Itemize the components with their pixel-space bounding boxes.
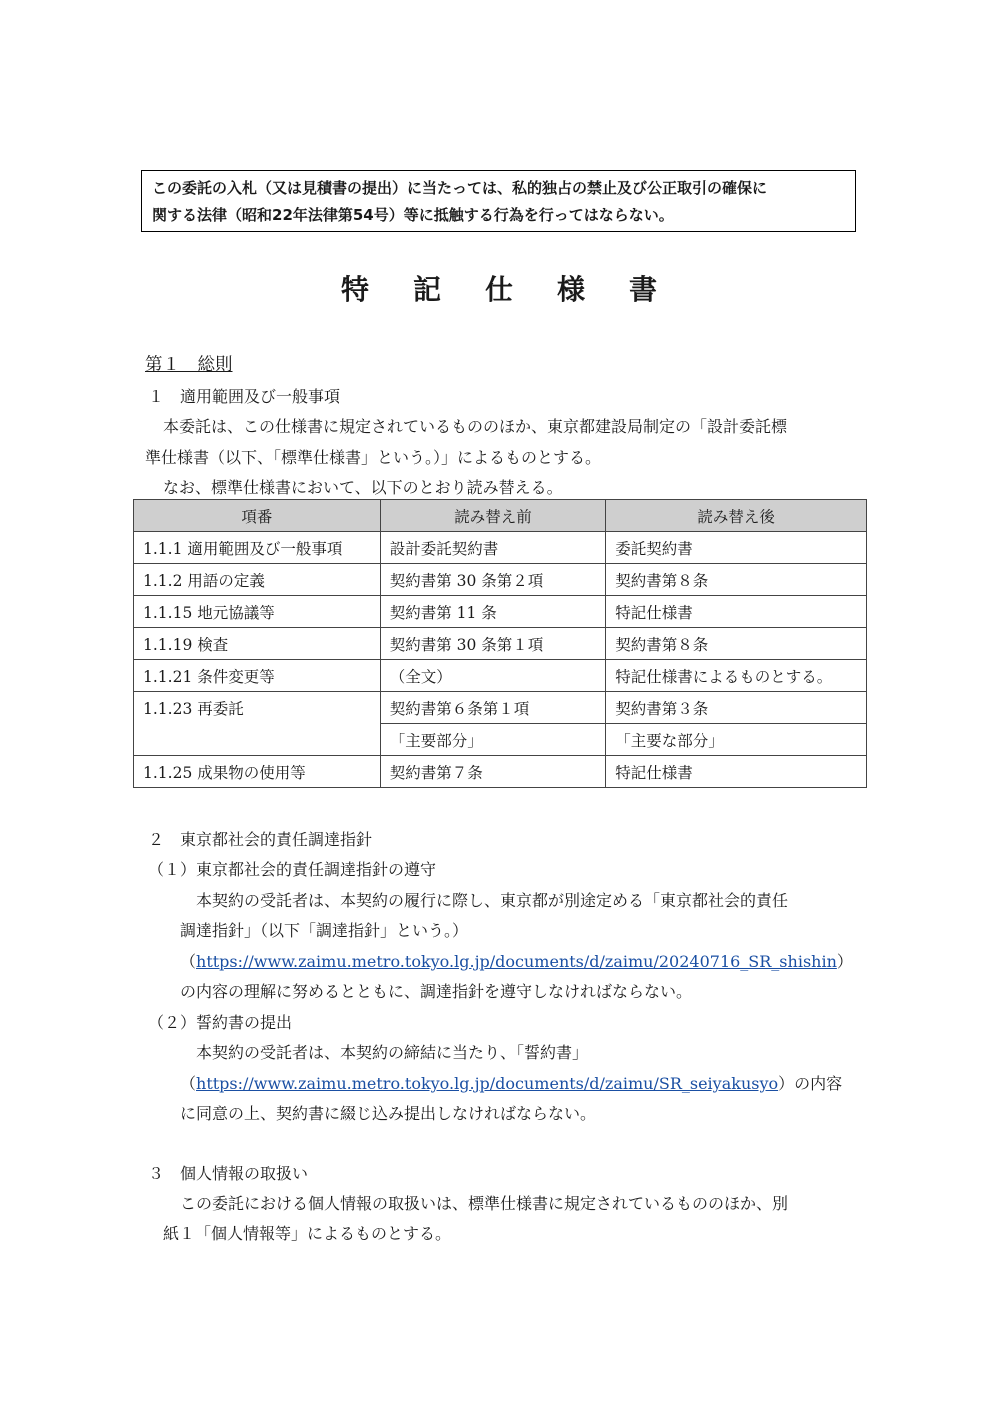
table-row [134,628,867,660]
title-char: 仕 [484,273,515,306]
notice-line-1: この委託の入札（又は見積書の提出）に当たっては、私的独占の禁止及び公正取引の確保に [152,179,768,197]
table-header-item-no: 項番 [134,500,381,532]
table-cell: 1.1.1 適用範囲及び一般事項 [134,532,381,564]
table-cell: （全文） [380,660,606,692]
table-cell: 契約書第７条 [380,756,606,788]
item1-paragraph-line-1: 本委託は、この仕様書に規定されているもののほか、東京都建設局制定の「設計委託標 [163,417,788,436]
table-cell: 契約書第 11 条 [380,596,606,628]
table-cell: 特記仕様書 [606,596,867,628]
table-cell: 1.1.19 検査 [134,628,381,660]
antitrust-notice-box [141,170,856,232]
table-cell: 1.1.2 用語の定義 [134,564,381,596]
paren-open: （ [180,952,197,971]
table-cell: 「主要な部分」 [606,724,867,756]
section-heading: 第１ 総則 [145,355,233,375]
item3-line-1: この委託における個人情報の取扱いは、標準仕様書に規定されているもののほか、別 [180,1194,789,1213]
title-char: 特 [340,273,371,306]
table-cell: 契約書第６条第１項 [380,692,606,724]
table-cell: 特記仕様書によるものとする。 [606,660,867,692]
item3-line-2: 紙１「個人情報等」によるものとする。 [163,1224,452,1243]
table-cell: 契約書第 30 条第１項 [380,628,606,660]
table-header-before: 読み替え前 [380,500,606,532]
item2-sub1-line-4: の内容の理解に努めるとともに、調達指針を遵守しなければならない。 [180,982,693,1001]
table-cell: 契約書第 30 条第２項 [380,564,606,596]
item2-sub1-link-line [180,949,853,972]
paren-close: ） [836,952,853,971]
item2-sub1-line-1: 本契約の受託者は、本契約の履行に際し、東京都が別途定める「東京都社会的責任 [196,891,789,910]
item2-sub2-line-1: 本契約の受託者は、本契約の締結に当たり、「誓約書」 [196,1043,589,1062]
table-header-after: 読み替え後 [606,500,867,532]
table-cell: 委託契約書 [606,532,867,564]
table-cell: 契約書第８条 [606,564,867,596]
table-cell: 「主要部分」 [380,724,606,756]
table-cell: 設計委託契約書 [380,532,606,564]
item2-sub2-link-line [180,1071,842,1094]
title-char: 記 [412,273,443,306]
table-row [134,596,867,628]
item2-heading: ２ 東京都社会的責任調達指針 [148,830,373,849]
document-title [0,268,1000,308]
table-row [134,756,867,788]
pledge-form-link[interactable]: https://www.zaimu.metro.tokyo.lg.jp/documents/d/zaimu/SR_seiyakusyo [196,1074,779,1093]
item2-sub1-line-2: 調達指針」（以下「調達指針」という。） [180,921,469,940]
item1-paragraph-2: なお、標準仕様書において、以下のとおり読み替える。 [163,478,563,497]
table-row [134,660,867,692]
replacement-table [133,499,867,788]
table-cell: 1.1.21 条件変更等 [134,660,381,692]
table-row [134,564,867,596]
table-cell: 1.1.23 再委託 [134,692,381,756]
item2-sub2-heading: （２）誓約書の提出 [148,1013,293,1032]
title-char: 書 [629,273,660,306]
item1-heading: １ 適用範囲及び一般事項 [148,387,341,406]
table-cell: 1.1.25 成果物の使用等 [134,756,381,788]
table-cell: 契約書第３条 [606,692,867,724]
table-cell: 契約書第８条 [606,628,867,660]
procurement-guideline-link[interactable]: https://www.zaimu.metro.tokyo.lg.jp/documents/d/zaimu/20240716_SR_shishin [196,952,837,971]
paren-close-suffix: ）の内容 [778,1074,843,1093]
table-row [134,532,867,564]
notice-line-2: 関する法律（昭和22年法律第54号）等に抵触する行為を行ってはならない。 [152,206,674,224]
title-char: 様 [557,273,588,306]
table-row [134,692,867,724]
item3-heading: ３ 個人情報の取扱い [148,1164,309,1183]
table-cell: 1.1.15 地元協議等 [134,596,381,628]
item2-sub1-heading: （１）東京都社会的責任調達指針の遵守 [148,860,437,879]
table-cell: 特記仕様書 [606,756,867,788]
paren-open: （ [180,1074,197,1093]
table-header-row [134,500,867,532]
item2-sub2-line-3: に同意の上、契約書に綴じ込み提出しなければならない。 [180,1104,597,1123]
item1-paragraph-line-2: 準仕様書（以下、「標準仕様書」という。）」によるものとする。 [145,448,602,467]
